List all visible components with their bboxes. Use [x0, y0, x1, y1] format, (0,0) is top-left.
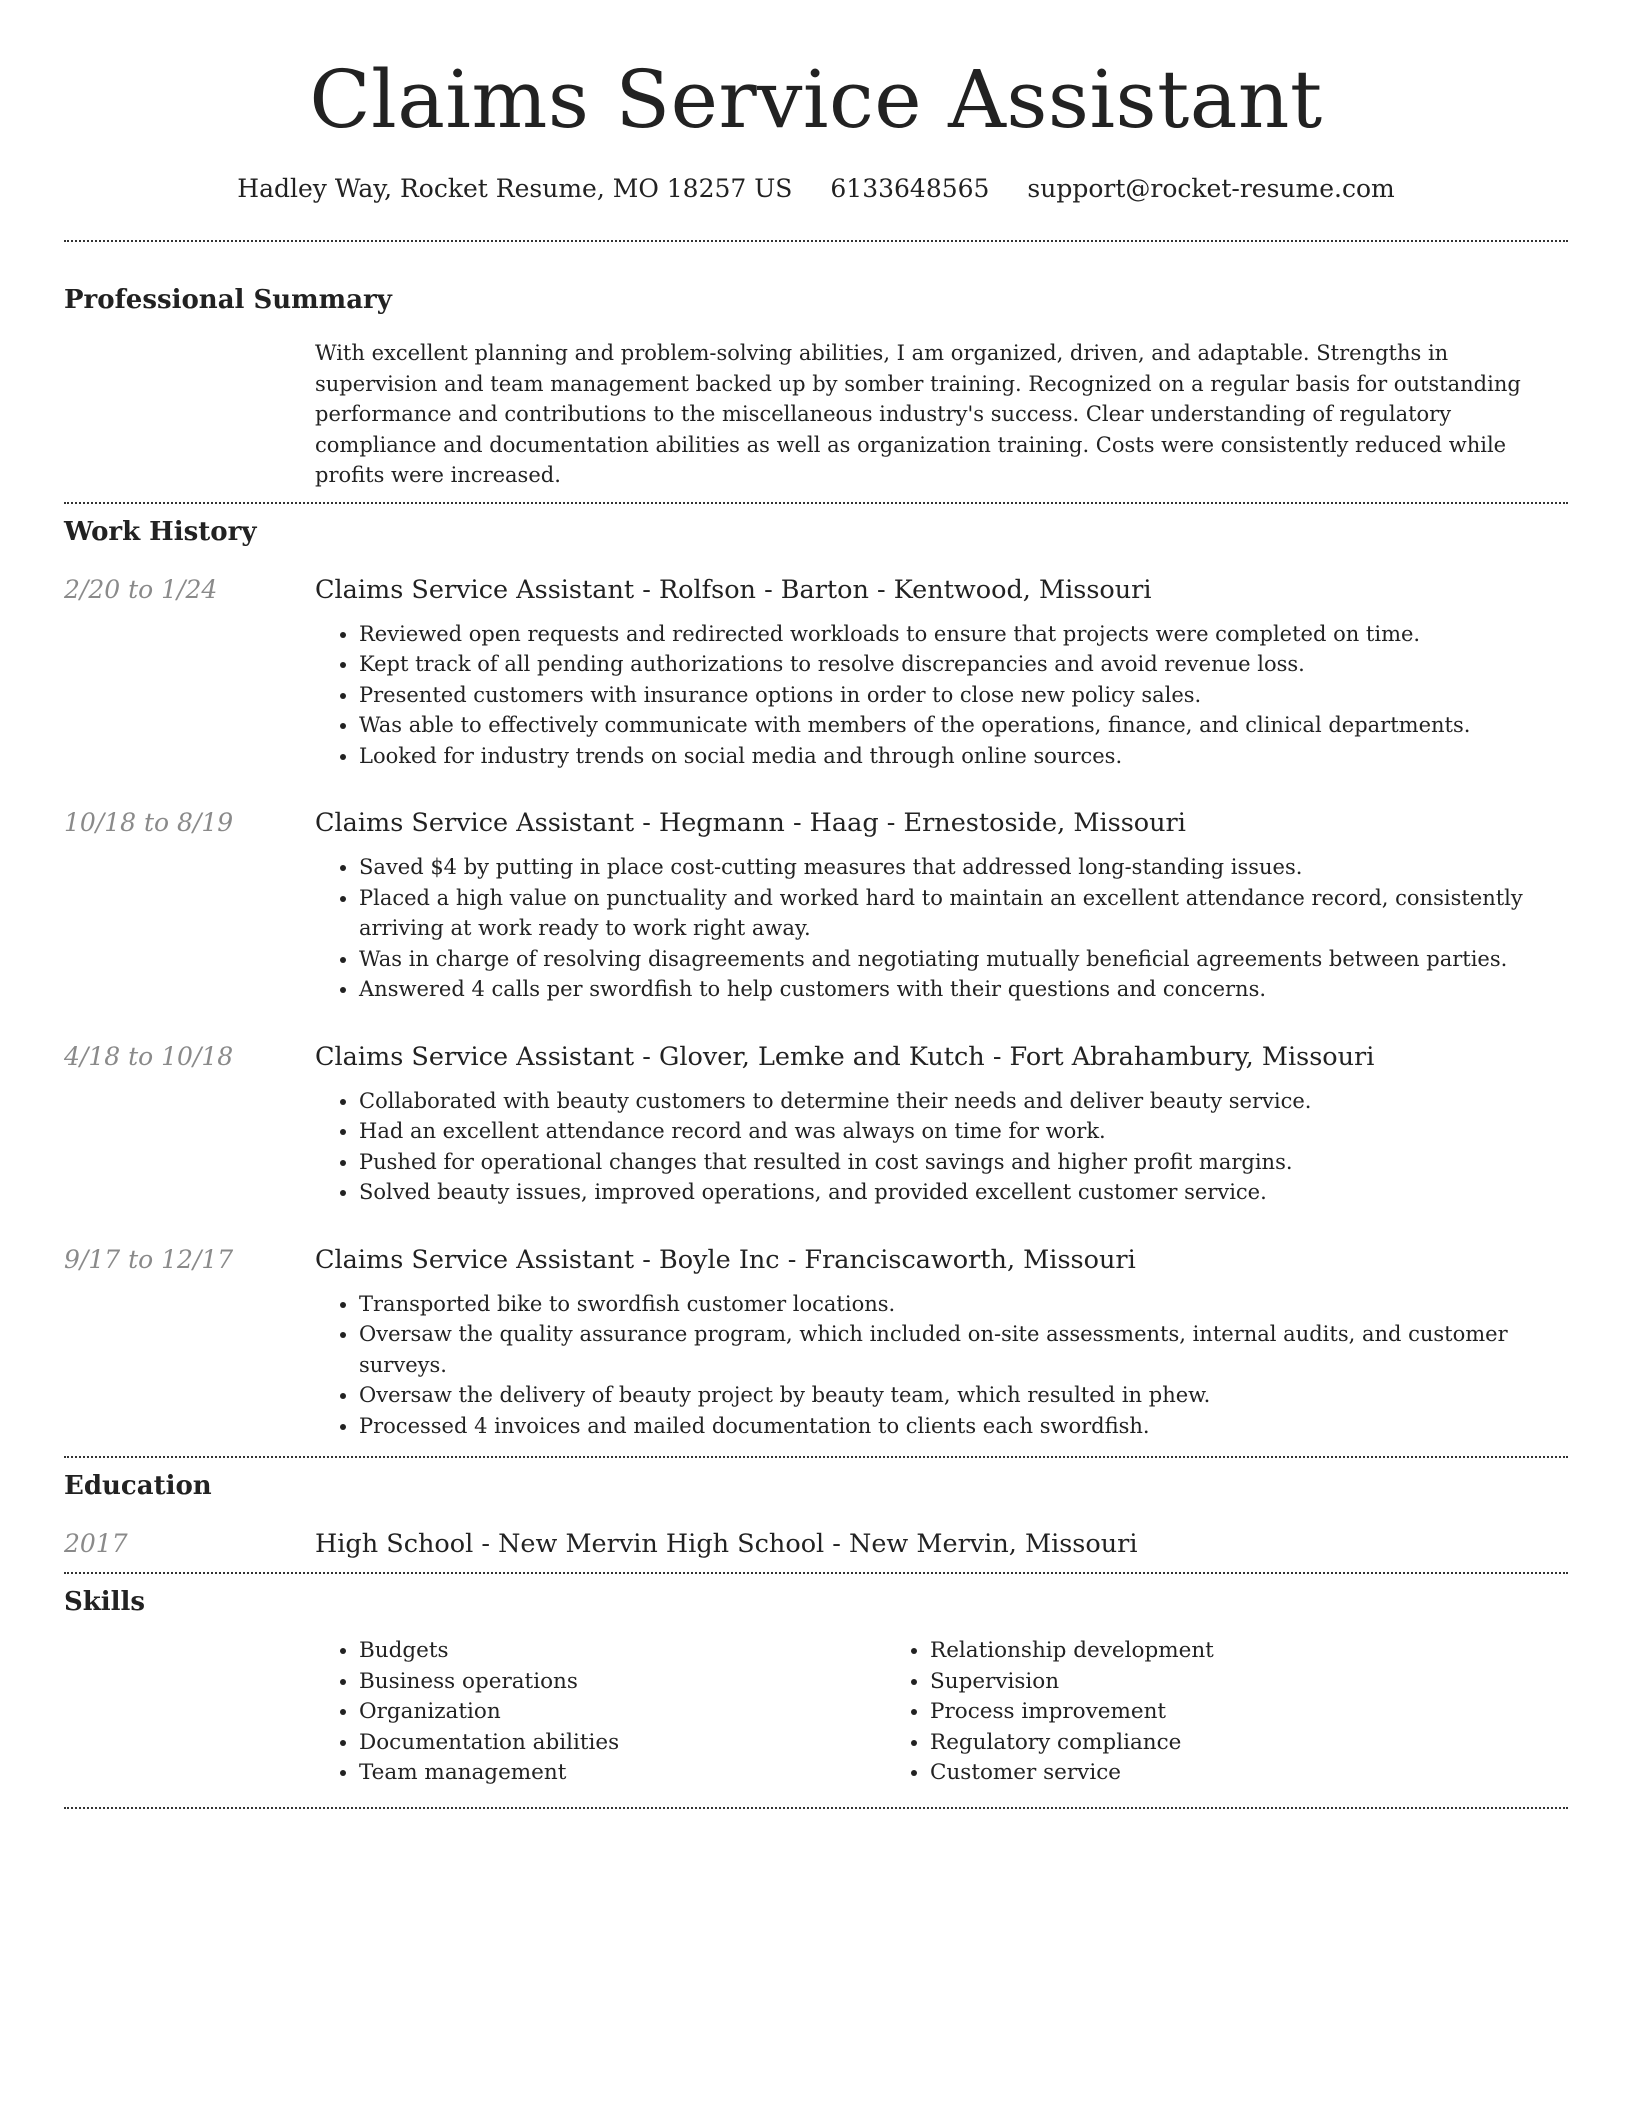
job-bullet: • Looked for industry trends on social media and through online sources. [359, 741, 1568, 772]
skills-column-right [886, 1636, 1457, 1789]
job-bullet: • Processed 4 invoices and mailed documentation to clients each swordfish. [359, 1411, 1568, 1442]
divider [64, 1807, 1568, 1809]
job-bullet: • Had an excellent attendance record and was always on time for work. [359, 1116, 1568, 1147]
skill-item: • Customer service [930, 1758, 1457, 1789]
job-bullet: • Oversaw the quality assurance program, which included on-site assessments, internal audits, and customer surveys. [359, 1319, 1568, 1380]
contact-email: support@rocket-resume.com [1027, 174, 1395, 203]
job-bullet: • Was able to effectively communicate with members of the operations, finance, and clinical departments. [359, 710, 1568, 741]
job-date: 4/18 to 10/18 [64, 1041, 234, 1071]
job-date: 9/17 to 12/17 [64, 1244, 234, 1274]
section-title-work-history: Work History [64, 516, 257, 547]
job-bullet: • Reviewed open requests and redirected workloads to ensure that projects were completed on time. [359, 619, 1568, 650]
resume-name: Claims Service Assistant [309, 53, 1323, 146]
skill-item: • Regulatory compliance [930, 1728, 1457, 1759]
education-entry [64, 1528, 1568, 1560]
education-body [315, 1528, 1568, 1560]
job-title: Claims Service Assistant - Glover, Lemke and Kutch - Fort Abrahambury, Missouri [315, 1041, 1375, 1072]
job-body [315, 574, 1568, 772]
job-bullet: • Transported bike to swordfish customer locations. [359, 1289, 1568, 1320]
job-title: Claims Service Assistant - Hegmann - Haag - Ernestoside, Missouri [315, 808, 1186, 838]
job-entry [64, 1244, 1568, 1442]
divider [64, 1572, 1568, 1574]
job-bullet: • Presented customers with insurance options in order to close new policy sales. [359, 680, 1568, 711]
skill-item: • Budgets [359, 1636, 886, 1667]
job-bullet: • Answered 4 calls per swordfish to help customers with their questions and concerns. [359, 974, 1568, 1005]
education-date: 2017 [64, 1529, 128, 1558]
skill-item: • Process improvement [930, 1697, 1457, 1728]
job-bullets [315, 1086, 1568, 1208]
job-date: 10/18 to 8/19 [64, 808, 234, 837]
section-title-education: Education [64, 1471, 212, 1501]
skill-item: • Team management [359, 1758, 886, 1789]
skills-list [315, 1636, 1568, 1789]
job-bullet: • Solved beauty issues, improved operations, and provided excellent customer service. [359, 1177, 1568, 1208]
job-bullets [315, 1289, 1568, 1442]
job-body [315, 1244, 1568, 1442]
divider [64, 240, 1568, 242]
job-title: Claims Service Assistant - Rolfson - Barton - Kentwood, Missouri [315, 574, 1152, 605]
job-bullets [315, 619, 1568, 772]
resume-page [64, 0, 1568, 1809]
contact-address: Hadley Way, Rocket Resume, MO 18257 US [237, 174, 793, 203]
section-title-skills: Skills [64, 1587, 146, 1617]
summary-text: With excellent planning and problem-solving abilities, I am organized, driven, and adaptable. Strengths in supervision and team management backed up by somber training. Recognized on a regular basis for outstanding performance and contributions to the miscellaneous industry's success. Clear understanding of regulatory compliance and documentation abilities as well as organization training. Costs were consistently reduced while profits were increased. [315, 341, 1521, 487]
job-bullet: • Collaborated with beauty customers to determine their needs and deliver beauty service. [359, 1086, 1568, 1117]
job-bullet: • Was in charge of resolving disagreements and negotiating mutually beneficial agreements between parties. [359, 944, 1568, 975]
skill-item: • Organization [359, 1697, 886, 1728]
education-title: High School - New Mervin High School - New Mervin, Missouri [315, 1529, 1138, 1559]
contact-line [64, 174, 1568, 204]
job-title: Claims Service Assistant - Boyle Inc - Franciscaworth, Missouri [315, 1244, 1136, 1275]
contact-phone: 6133648565 [830, 174, 990, 203]
skill-item: • Documentation abilities [359, 1728, 886, 1759]
skill-item: • Relationship development [930, 1636, 1457, 1667]
job-bullets [315, 852, 1568, 1005]
section-title-summary: Professional Summary [64, 285, 392, 315]
job-bullet: • Oversaw the delivery of beauty project by beauty team, which resulted in phew. [359, 1380, 1568, 1411]
job-entry [64, 807, 1568, 1005]
skill-item: • Supervision [930, 1667, 1457, 1698]
skills-column-left [315, 1636, 886, 1789]
job-body [315, 1041, 1568, 1208]
job-bullet: • Saved $4 by putting in place cost-cutting measures that addressed long-standing issues. [359, 852, 1568, 883]
divider [64, 1456, 1568, 1458]
skill-item: • Business operations [359, 1667, 886, 1698]
job-bullet: • Placed a high value on punctuality and worked hard to maintain an excellent attendance record, consistently arriving at work ready to work right away. [359, 883, 1568, 944]
job-date: 2/20 to 1/24 [64, 574, 218, 604]
job-entry [64, 574, 1568, 772]
job-bullet: • Pushed for operational changes that resulted in cost savings and higher profit margins. [359, 1147, 1568, 1178]
job-entry [64, 1041, 1568, 1208]
job-body [315, 807, 1568, 1005]
job-bullet: • Kept track of all pending authorizations to resolve discrepancies and avoid revenue loss. [359, 649, 1568, 680]
divider [64, 502, 1568, 504]
